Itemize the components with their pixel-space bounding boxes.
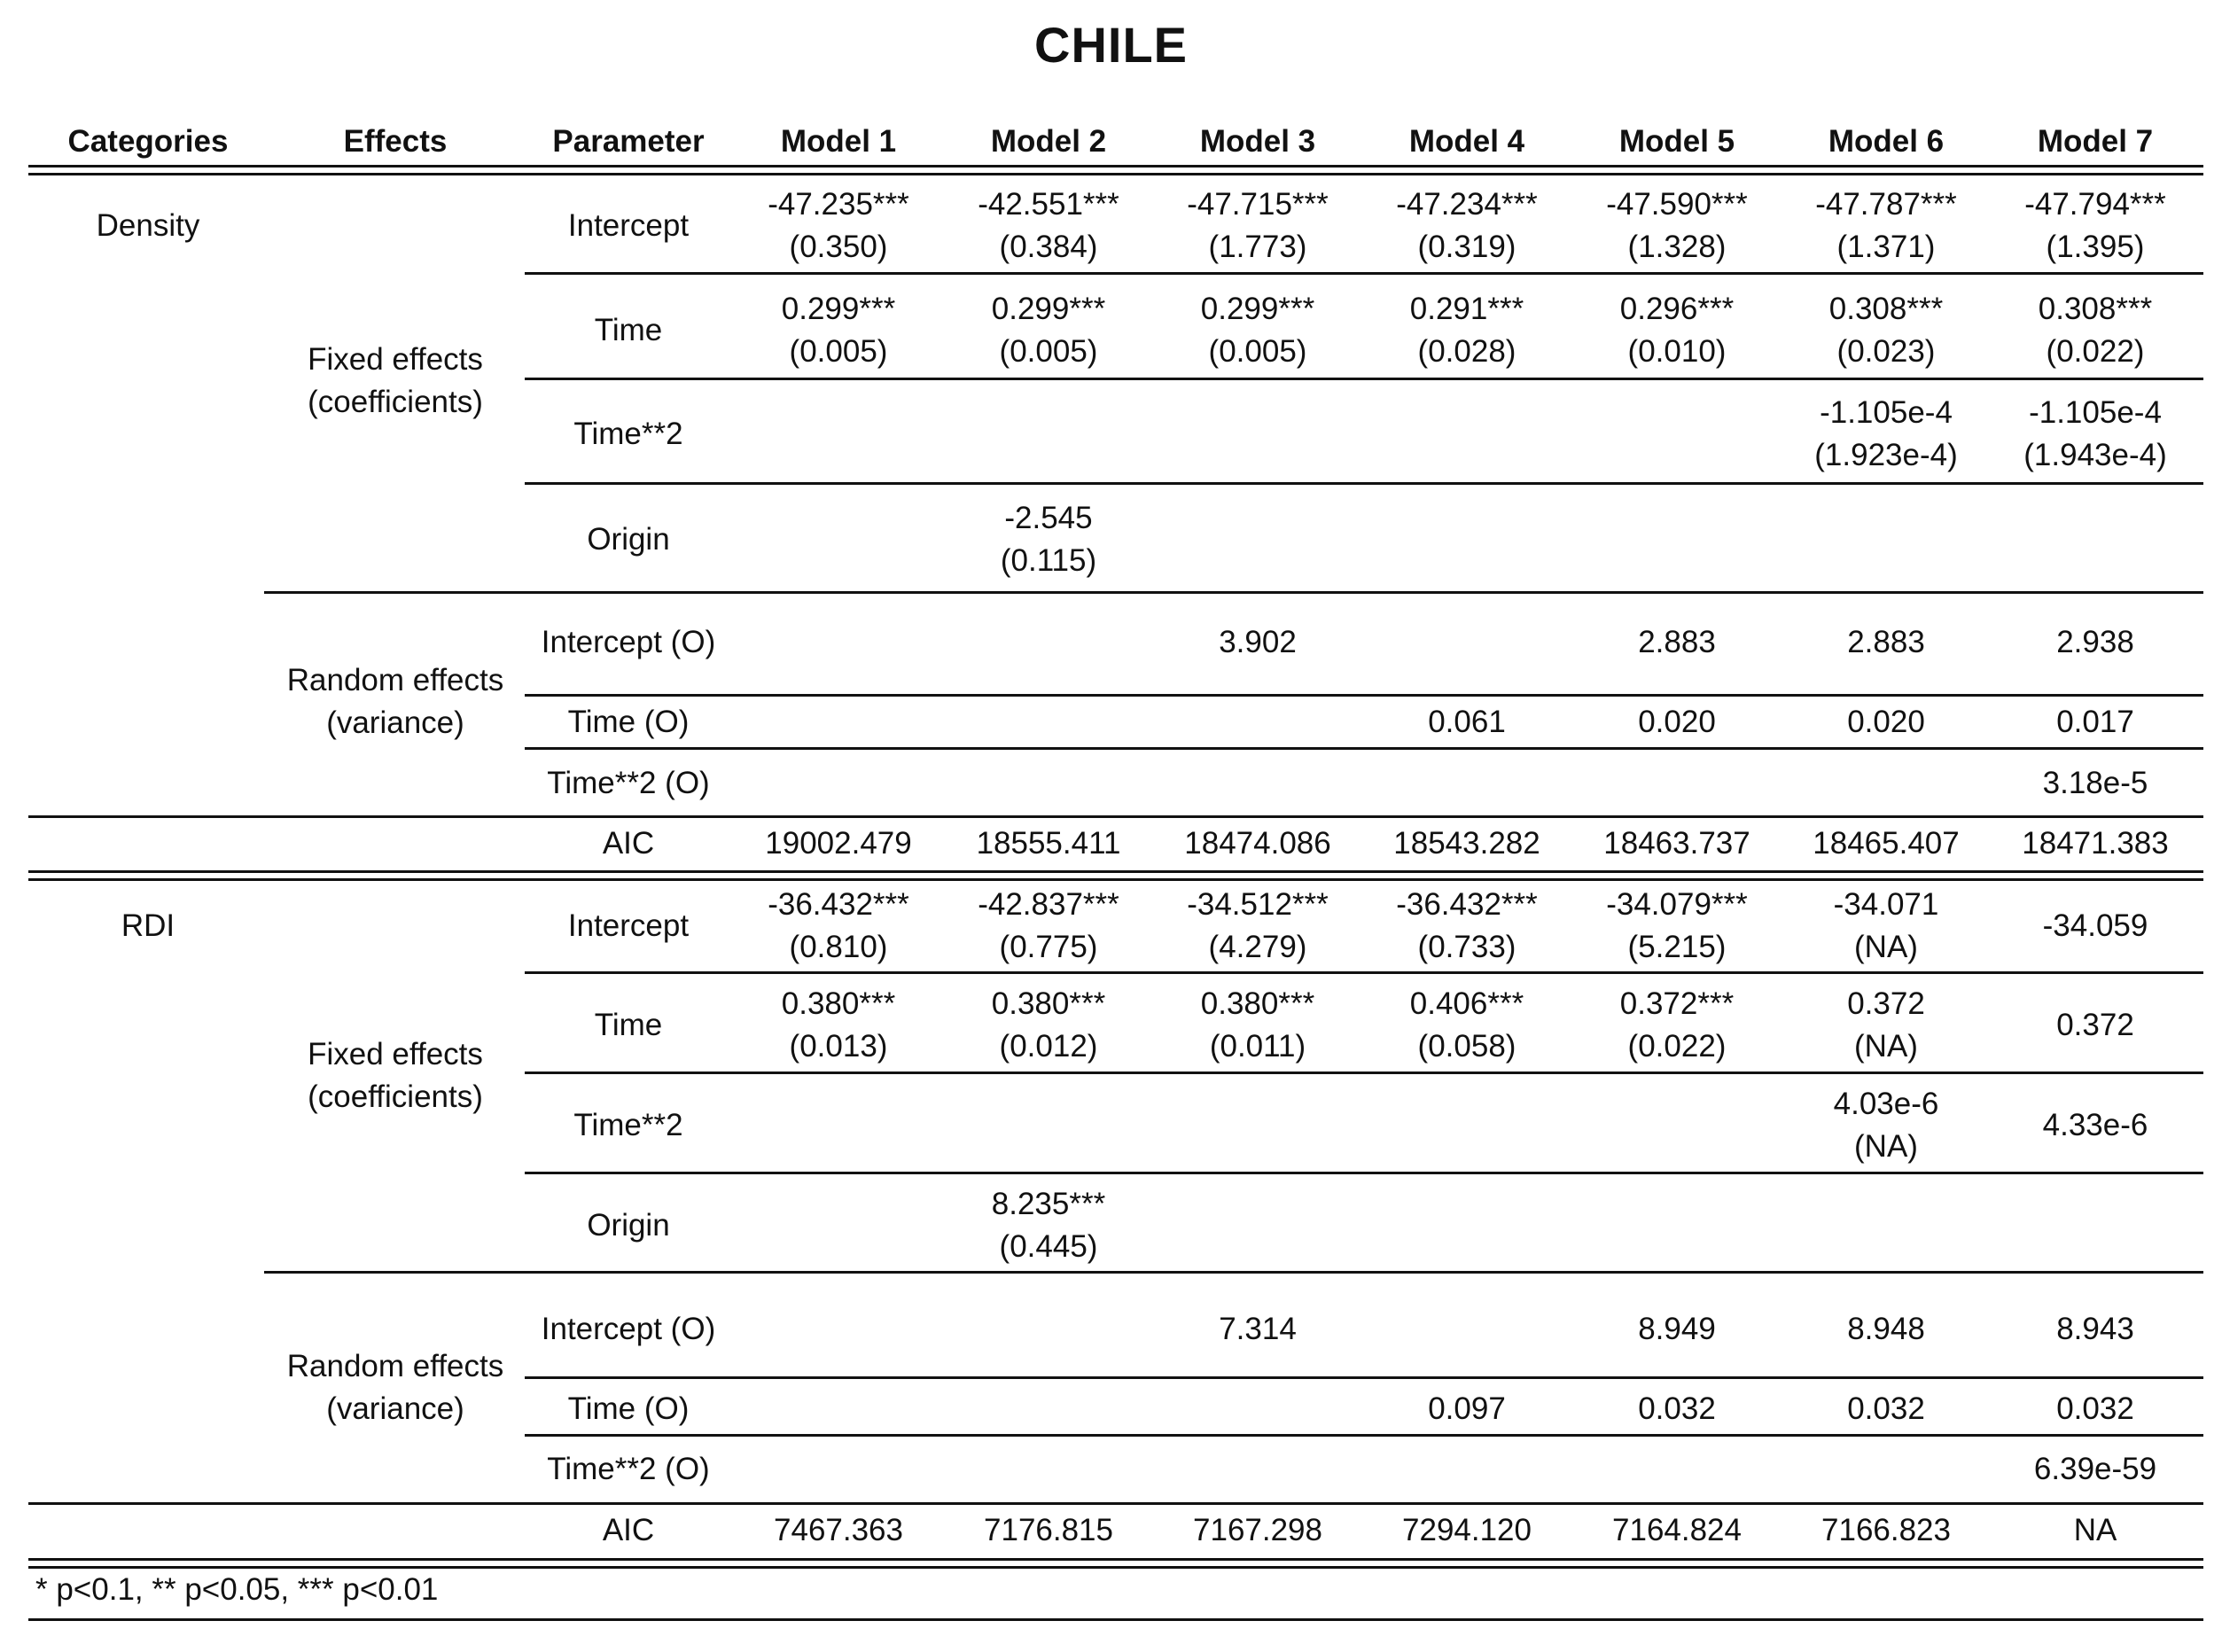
section-density-fixed-intercept-model-3-line-2: (1.773) xyxy=(1208,230,1307,264)
section-rdi-fixed-time-model-6 xyxy=(1847,983,1925,1068)
section-density-fixed-time-model-1-line-2: (0.005) xyxy=(789,334,888,369)
section-density-random-intercept-o--model-5-line-1: 2.883 xyxy=(1638,625,1716,659)
section-density-fixed-intercept-model-3 xyxy=(1187,183,1329,269)
section-density-fixed-intercept-model-4-line-2: (0.319) xyxy=(1417,230,1516,264)
section-density-random-time-o--param xyxy=(568,701,690,744)
section-rdi-fixed-intercept-model-6-line-1: -34.071 xyxy=(1833,887,1939,922)
section-rdi-category-line-1: RDI xyxy=(121,908,175,943)
section-density-fixed-intercept-model-5 xyxy=(1606,183,1748,269)
section-density-random-intercept-o--model-3-line-1: 3.902 xyxy=(1219,625,1297,659)
section-density-fixed-origin-param-line-1: Origin xyxy=(587,522,670,557)
section-rdi-random-time-o--model-7 xyxy=(2056,1388,2134,1430)
section-density-fixed-time-model-7-line-1: 0.308*** xyxy=(2038,292,2153,326)
section-rdi-fixed-origin-param xyxy=(587,1204,669,1247)
section-density-fixed-timesqsq2-model-6-line-1: -1.105e-4 xyxy=(1820,395,1953,430)
section-density-aic-model-5 xyxy=(1603,822,1750,865)
section-rdi-random-intercept-o--model-3 xyxy=(1219,1308,1297,1351)
section-rdi-aic-model-3 xyxy=(1193,1509,1322,1552)
section-rdi-fixed-time-model-3-line-2: (0.011) xyxy=(1209,1029,1306,1064)
section-density-fixed-end-rule xyxy=(264,591,2203,594)
section-density-fixed-effects-label xyxy=(308,339,483,424)
section-rdi-fixed-time-model-3-line-1: 0.380*** xyxy=(1200,986,1315,1021)
section-density-fixed-timesqsq2-model-6-line-2: (1.923e-4) xyxy=(1814,438,1958,472)
section-density-fixed-intercept-param xyxy=(568,205,689,247)
section-density-aic-param xyxy=(603,822,654,865)
section-density-random-effects-label-line-2: (variance) xyxy=(326,705,464,740)
section-density-aic-model-3-line-1: 18474.086 xyxy=(1184,826,1331,861)
section-rdi-fixed-intercept-param xyxy=(568,905,689,947)
header-model-2: Model 2 xyxy=(990,124,1107,159)
section-rdi-random-time-o--model-4-line-1: 0.097 xyxy=(1428,1391,1506,1426)
section-density-fixed-row-rule-2 xyxy=(525,378,2203,380)
section-rdi-aic-bottom-rule-1 xyxy=(28,1558,2203,1561)
section-density-fixed-intercept-model-5-line-1: -47.590*** xyxy=(1606,187,1748,222)
section-density-fixed-time-param-line-1: Time xyxy=(594,313,663,347)
section-density-random-intercept-o--model-5 xyxy=(1638,621,1716,664)
section-density-fixed-timesqsq2-param xyxy=(573,413,682,456)
section-rdi-random-time-o--model-4 xyxy=(1428,1388,1506,1430)
section-rdi-fixed-intercept-model-3 xyxy=(1187,884,1329,969)
section-rdi-fixed-intercept-model-6 xyxy=(1834,884,1939,969)
section-rdi-random-intercept-o--model-3-line-1: 7.314 xyxy=(1219,1312,1297,1346)
section-density-aic-model-7 xyxy=(2022,822,2168,865)
section-density-random-intercept-o--param xyxy=(542,621,715,664)
section-density-fixed-time-model-4 xyxy=(1410,288,1524,373)
section-density-random-time-o--model-4-line-1: 0.061 xyxy=(1428,705,1506,739)
section-rdi-random-timesqsq2-o--param xyxy=(547,1448,709,1491)
section-rdi-fixed-intercept-model-5-line-2: (5.215) xyxy=(1627,930,1727,964)
section-density-fixed-origin-model-2-line-1: -2.545 xyxy=(1004,501,1093,535)
section-rdi-fixed-time-model-5 xyxy=(1620,983,1734,1068)
section-density-fixed-intercept-model-6-line-2: (1.371) xyxy=(1836,230,1936,264)
section-rdi-fixed-intercept-model-3-line-2: (4.279) xyxy=(1208,930,1307,964)
section-rdi-aic-model-6 xyxy=(1821,1509,1951,1552)
section-density-fixed-intercept-model-6 xyxy=(1815,183,1957,269)
section-density-random-row-rule-2 xyxy=(525,747,2203,750)
section-density-aic-param-line-1: AIC xyxy=(602,826,655,861)
section-density-fixed-time-model-7 xyxy=(2039,288,2152,373)
section-rdi-aic-model-2-line-1: 7176.815 xyxy=(984,1513,1113,1547)
section-rdi-fixed-effects-label xyxy=(308,1033,483,1118)
section-density-fixed-time-model-6-line-2: (0.023) xyxy=(1836,334,1936,369)
section-rdi-aic-model-3-line-1: 7167.298 xyxy=(1193,1513,1322,1547)
section-density-fixed-intercept-model-5-line-2: (1.328) xyxy=(1627,230,1727,264)
section-density-fixed-row-rule-1 xyxy=(525,272,2203,275)
section-rdi-aic-model-1-line-1: 7467.363 xyxy=(774,1513,903,1547)
section-rdi-random-timesqsq2-o--model-7-line-1: 6.39e-59 xyxy=(2033,1452,2157,1486)
header-model-6: Model 6 xyxy=(1828,124,1945,159)
section-rdi-random-timesqsq2-o--param-line-1: Time**2 (O) xyxy=(547,1452,710,1486)
section-rdi-fixed-time-model-2 xyxy=(992,983,1105,1068)
section-density-aic-model-7-line-1: 18471.383 xyxy=(2022,826,2169,861)
section-rdi-fixed-intercept-model-4 xyxy=(1396,884,1538,969)
section-density-random-intercept-o--model-6-line-1: 2.883 xyxy=(1847,625,1925,659)
section-density-fixed-intercept-model-7-line-1: -47.794*** xyxy=(2024,187,2166,222)
section-rdi-fixed-origin-model-2-line-1: 8.235*** xyxy=(991,1187,1106,1221)
section-density-random-time-o--param-line-1: Time (O) xyxy=(567,705,690,739)
section-density-aic-model-6-line-1: 18465.407 xyxy=(1813,826,1960,861)
section-rdi-aic-model-6-line-1: 7166.823 xyxy=(1821,1513,1951,1547)
section-rdi-random-time-o--model-6 xyxy=(1847,1388,1925,1430)
section-rdi-fixed-time-model-6-line-1: 0.372 xyxy=(1847,986,1925,1021)
section-density-aic-top-rule xyxy=(28,815,2203,818)
section-rdi-fixed-intercept-model-1-line-1: -36.432*** xyxy=(768,887,909,922)
section-rdi-fixed-timesqsq2-param-line-1: Time**2 xyxy=(573,1108,683,1142)
section-density-aic-bottom-rule-1 xyxy=(28,870,2203,873)
section-density-fixed-timesqsq2-model-7-line-1: -1.105e-4 xyxy=(2029,395,2162,430)
section-density-fixed-intercept-model-1-line-1: -47.235*** xyxy=(768,187,909,222)
section-rdi-fixed-timesqsq2-model-6 xyxy=(1834,1083,1939,1168)
section-density-random-time-o--model-5-line-1: 0.020 xyxy=(1638,705,1716,739)
section-rdi-random-effects-label-line-2: (variance) xyxy=(326,1391,464,1426)
header-rule-2 xyxy=(28,173,2203,175)
header-rule-1 xyxy=(28,165,2203,168)
section-rdi-fixed-time-model-4-line-2: (0.058) xyxy=(1417,1029,1516,1064)
section-rdi-aic-model-2 xyxy=(984,1509,1113,1552)
header-effects: Effects xyxy=(343,124,448,159)
section-rdi-fixed-intercept-model-4-line-2: (0.733) xyxy=(1417,930,1516,964)
section-rdi-fixed-timesqsq2-model-6-line-2: (NA) xyxy=(1854,1129,1918,1164)
section-rdi-fixed-row-rule-3 xyxy=(525,1172,2203,1174)
section-density-aic-model-2-line-1: 18555.411 xyxy=(976,826,1121,861)
header-model-7: Model 7 xyxy=(2037,124,2154,159)
section-rdi-fixed-time-model-1-line-2: (0.013) xyxy=(789,1029,888,1064)
section-density-aic-model-1 xyxy=(765,822,911,865)
section-density-fixed-time-model-6-line-1: 0.308*** xyxy=(1828,292,1944,326)
section-rdi-fixed-time-model-3 xyxy=(1201,983,1314,1068)
section-density-random-intercept-o--model-3 xyxy=(1219,621,1297,664)
section-rdi-fixed-origin-model-2-line-2: (0.445) xyxy=(999,1229,1098,1264)
footnote: * p<0.1, ** p<0.05, *** p<0.01 xyxy=(35,1572,439,1607)
section-density-fixed-origin-model-2-line-2: (0.115) xyxy=(1000,543,1097,578)
section-rdi-aic-top-rule xyxy=(28,1502,2203,1505)
section-rdi-fixed-intercept-model-6-line-2: (NA) xyxy=(1854,930,1918,964)
section-rdi-fixed-time-model-5-line-2: (0.022) xyxy=(1627,1029,1727,1064)
section-density-fixed-intercept-model-1-line-2: (0.350) xyxy=(789,230,888,264)
section-density-fixed-origin-param xyxy=(587,518,669,561)
section-density-fixed-time-model-6 xyxy=(1829,288,1943,373)
section-density-fixed-time-model-2-line-1: 0.299*** xyxy=(991,292,1106,326)
section-density-random-time-o--model-6-line-1: 0.020 xyxy=(1847,705,1925,739)
section-density-aic-model-4 xyxy=(1393,822,1540,865)
section-rdi-fixed-intercept-model-7 xyxy=(2043,905,2148,947)
section-rdi-fixed-time-model-7 xyxy=(2056,1004,2134,1047)
header-parameter: Parameter xyxy=(552,124,705,159)
section-density-aic-model-2 xyxy=(977,822,1121,865)
section-density-category-line-1: Density xyxy=(96,208,200,243)
section-rdi-fixed-time-model-7-line-1: 0.372 xyxy=(2056,1008,2134,1042)
footnote-bottom-rule xyxy=(28,1618,2203,1621)
section-rdi-fixed-origin-param-line-1: Origin xyxy=(587,1208,670,1243)
section-rdi-fixed-intercept-model-2 xyxy=(978,884,1119,969)
section-rdi-fixed-intercept-model-3-line-1: -34.512*** xyxy=(1187,887,1329,922)
section-density-fixed-time-model-7-line-2: (0.022) xyxy=(2046,334,2145,369)
section-density-fixed-timesqsq2-model-7 xyxy=(2023,392,2166,477)
section-rdi-fixed-time-model-1-line-1: 0.380*** xyxy=(781,986,896,1021)
section-rdi-fixed-effects-label-line-2: (coefficients) xyxy=(308,1079,483,1114)
section-rdi-random-effects-label xyxy=(287,1345,504,1430)
section-rdi-aic-model-4 xyxy=(1402,1509,1532,1552)
section-rdi-fixed-origin-model-2 xyxy=(992,1183,1105,1268)
section-density-random-timesqsq2-o--model-7-line-1: 3.18e-5 xyxy=(2042,766,2148,800)
section-density-random-time-o--model-6 xyxy=(1847,701,1925,744)
section-rdi-fixed-time-model-4-line-1: 0.406*** xyxy=(1409,986,1524,1021)
section-density-fixed-intercept-model-7-line-2: (1.395) xyxy=(2046,230,2145,264)
section-rdi-fixed-timesqsq2-model-7 xyxy=(2043,1104,2148,1147)
section-rdi-fixed-intercept-model-5 xyxy=(1606,884,1748,969)
section-density-fixed-intercept-model-2 xyxy=(978,183,1119,269)
section-rdi-fixed-time-model-4 xyxy=(1410,983,1524,1068)
section-density-random-effects-label xyxy=(287,659,504,744)
section-density-fixed-time-model-5-line-1: 0.296*** xyxy=(1619,292,1735,326)
section-rdi-random-time-o--model-5-line-1: 0.032 xyxy=(1638,1391,1716,1426)
section-density-fixed-time-model-3-line-2: (0.005) xyxy=(1208,334,1307,369)
section-rdi-fixed-time-model-5-line-1: 0.372*** xyxy=(1619,986,1735,1021)
section-density-fixed-time-model-4-line-1: 0.291*** xyxy=(1409,292,1524,326)
section-rdi-fixed-timesqsq2-model-7-line-1: 4.33e-6 xyxy=(2042,1108,2148,1142)
section-rdi-fixed-intercept-model-7-line-1: -34.059 xyxy=(2042,908,2148,943)
section-rdi-fixed-time-model-1 xyxy=(782,983,895,1068)
section-rdi-random-row-rule-2 xyxy=(525,1434,2203,1437)
header-categories: Categories xyxy=(67,124,229,159)
section-rdi-random-intercept-o--model-5 xyxy=(1638,1308,1716,1351)
section-density-aic-model-1-line-1: 19002.479 xyxy=(765,826,912,861)
section-density-random-intercept-o--param-line-1: Intercept (O) xyxy=(541,625,716,659)
section-density-random-timesqsq2-o--param xyxy=(547,762,709,805)
section-density-random-time-o--model-7 xyxy=(2056,701,2134,744)
section-rdi-random-intercept-o--model-6-line-1: 8.948 xyxy=(1847,1312,1925,1346)
section-density-aic-model-5-line-1: 18463.737 xyxy=(1603,826,1750,861)
section-density-fixed-row-rule-3 xyxy=(525,482,2203,485)
section-rdi-random-time-o--param-line-1: Time (O) xyxy=(567,1391,690,1426)
section-density-fixed-intercept-model-6-line-1: -47.787*** xyxy=(1815,187,1957,222)
section-density-random-intercept-o--model-6 xyxy=(1847,621,1925,664)
section-rdi-random-intercept-o--model-7 xyxy=(2056,1308,2134,1351)
section-rdi-aic-model-4-line-1: 7294.120 xyxy=(1402,1513,1532,1547)
section-density-fixed-time-model-4-line-2: (0.028) xyxy=(1417,334,1516,369)
section-rdi-random-intercept-o--model-7-line-1: 8.943 xyxy=(2056,1312,2134,1346)
section-rdi-fixed-intercept-model-1-line-2: (0.810) xyxy=(789,930,888,964)
section-rdi-fixed-intercept-model-5-line-1: -34.079*** xyxy=(1606,887,1748,922)
section-rdi-category xyxy=(121,905,175,947)
section-rdi-fixed-timesqsq2-param xyxy=(573,1104,682,1147)
section-density-fixed-effects-label-line-2: (coefficients) xyxy=(308,385,483,419)
section-rdi-fixed-intercept-model-1 xyxy=(768,884,909,969)
section-density-fixed-effects-label-line-1: Fixed effects xyxy=(308,342,483,377)
section-rdi-random-intercept-o--model-6 xyxy=(1847,1308,1925,1351)
section-rdi-fixed-time-model-2-line-2: (0.012) xyxy=(999,1029,1098,1064)
section-density-random-intercept-o--model-7-line-1: 2.938 xyxy=(2056,625,2134,659)
section-rdi-aic-param-line-1: AIC xyxy=(602,1513,655,1547)
section-rdi-random-timesqsq2-o--model-7 xyxy=(2034,1448,2156,1491)
header-model-3: Model 3 xyxy=(1199,124,1316,159)
section-density-fixed-time-model-1 xyxy=(782,288,895,373)
section-density-category xyxy=(97,205,200,247)
section-rdi-fixed-row-rule-2 xyxy=(525,1071,2203,1074)
section-density-fixed-time-model-3-line-1: 0.299*** xyxy=(1200,292,1315,326)
section-density-fixed-intercept-model-4 xyxy=(1396,183,1538,269)
section-rdi-random-row-rule-1 xyxy=(525,1376,2203,1379)
section-rdi-random-effects-label-line-1: Random effects xyxy=(286,1349,504,1383)
section-rdi-aic-model-5 xyxy=(1612,1509,1742,1552)
section-density-random-intercept-o--model-7 xyxy=(2056,621,2134,664)
section-density-fixed-time-model-2 xyxy=(992,288,1105,373)
section-density-fixed-time-param xyxy=(595,309,662,352)
section-rdi-fixed-timesqsq2-model-6-line-1: 4.03e-6 xyxy=(1833,1087,1939,1121)
section-rdi-random-time-o--model-6-line-1: 0.032 xyxy=(1847,1391,1925,1426)
section-density-fixed-intercept-model-2-line-2: (0.384) xyxy=(999,230,1098,264)
section-density-fixed-intercept-model-7 xyxy=(2024,183,2166,269)
section-rdi-fixed-time-param xyxy=(595,1004,662,1047)
section-rdi-aic-model-1 xyxy=(774,1509,903,1552)
section-rdi-fixed-intercept-model-2-line-1: -42.837*** xyxy=(978,887,1119,922)
section-density-fixed-timesqsq2-param-line-1: Time**2 xyxy=(573,417,683,451)
section-rdi-aic-model-7 xyxy=(2074,1509,2117,1552)
section-rdi-fixed-time-model-2-line-1: 0.380*** xyxy=(991,986,1106,1021)
section-rdi-random-time-o--model-5 xyxy=(1638,1388,1716,1430)
section-density-random-timesqsq2-o--param-line-1: Time**2 (O) xyxy=(547,766,710,800)
section-rdi-random-time-o--model-7-line-1: 0.032 xyxy=(2056,1391,2134,1426)
section-rdi-fixed-time-param-line-1: Time xyxy=(594,1008,663,1042)
section-density-fixed-intercept-model-2-line-1: -42.551*** xyxy=(978,187,1119,222)
section-density-fixed-time-model-1-line-1: 0.299*** xyxy=(781,292,896,326)
section-rdi-fixed-intercept-model-2-line-2: (0.775) xyxy=(999,930,1098,964)
section-density-fixed-time-model-5-line-2: (0.010) xyxy=(1627,334,1727,369)
section-density-fixed-intercept-model-4-line-1: -47.234*** xyxy=(1396,187,1538,222)
section-rdi-aic-model-5-line-1: 7164.824 xyxy=(1612,1513,1742,1547)
section-density-aic-model-4-line-1: 18543.282 xyxy=(1393,826,1540,861)
section-density-random-time-o--model-4 xyxy=(1428,701,1506,744)
header-model-1: Model 1 xyxy=(780,124,897,159)
section-density-fixed-time-model-5 xyxy=(1620,288,1734,373)
section-rdi-random-intercept-o--param xyxy=(542,1308,715,1351)
section-rdi-fixed-end-rule xyxy=(264,1271,2203,1274)
section-rdi-aic-param xyxy=(603,1509,654,1552)
section-density-random-row-rule-1 xyxy=(525,694,2203,697)
section-density-fixed-timesqsq2-model-6 xyxy=(1814,392,1957,477)
section-rdi-fixed-row-rule-1 xyxy=(525,971,2203,974)
page-title: CHILE xyxy=(1034,17,1188,73)
section-density-fixed-time-model-2-line-2: (0.005) xyxy=(999,334,1098,369)
section-rdi-random-intercept-o--model-5-line-1: 8.949 xyxy=(1638,1312,1716,1346)
section-density-fixed-intercept-model-3-line-1: -47.715*** xyxy=(1187,187,1329,222)
section-density-random-time-o--model-7-line-1: 0.017 xyxy=(2056,705,2134,739)
section-density-random-time-o--model-5 xyxy=(1638,701,1716,744)
section-density-random-timesqsq2-o--model-7 xyxy=(2043,762,2148,805)
section-density-fixed-intercept-param-line-1: Intercept xyxy=(567,208,690,243)
section-rdi-aic-model-7-line-1: NA xyxy=(2073,1513,2117,1547)
section-density-aic-model-6 xyxy=(1813,822,1959,865)
header-model-5: Model 5 xyxy=(1618,124,1735,159)
section-density-aic-bottom-rule-2 xyxy=(28,878,2203,881)
header-model-4: Model 4 xyxy=(1408,124,1525,159)
section-rdi-random-time-o--param xyxy=(568,1388,690,1430)
section-density-fixed-time-model-3 xyxy=(1201,288,1314,373)
section-rdi-random-intercept-o--param-line-1: Intercept (O) xyxy=(541,1312,716,1346)
section-density-fixed-origin-model-2 xyxy=(1001,497,1096,582)
section-rdi-fixed-effects-label-line-1: Fixed effects xyxy=(308,1037,483,1071)
section-density-aic-model-3 xyxy=(1184,822,1330,865)
section-rdi-fixed-intercept-model-4-line-1: -36.432*** xyxy=(1396,887,1538,922)
section-density-random-effects-label-line-1: Random effects xyxy=(286,663,504,697)
section-density-fixed-timesqsq2-model-7-line-2: (1.943e-4) xyxy=(2023,438,2167,472)
section-density-fixed-intercept-model-1 xyxy=(768,183,909,269)
section-rdi-fixed-time-model-6-line-2: (NA) xyxy=(1854,1029,1918,1064)
section-rdi-fixed-intercept-param-line-1: Intercept xyxy=(567,908,690,943)
